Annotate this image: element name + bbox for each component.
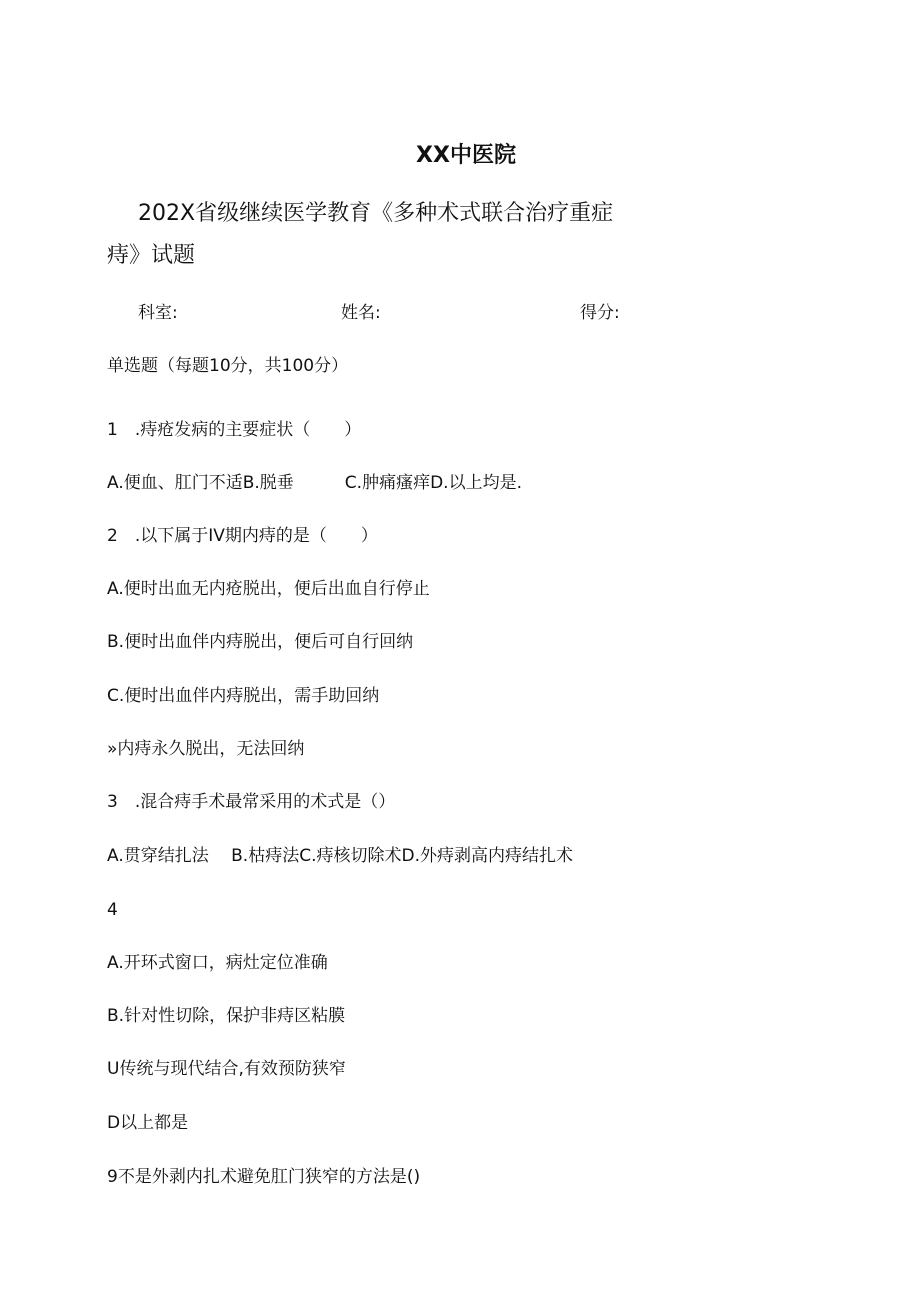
question-2: 2 .以下属于IV期内痔的是（ ）	[107, 526, 378, 546]
question-4-option-c: U传统与现代结合,有效预防狭窄	[107, 1059, 346, 1079]
question-1: 1 .痔疮发病的主要症状（ ）	[107, 420, 362, 440]
hospital-name: XX中医院	[416, 143, 516, 168]
section-heading: 单选题（每题10分，共100分）	[107, 356, 349, 376]
score-field-label: 得分:	[580, 303, 620, 323]
question-3-options: A.贯穿结扎法 B.枯痔法C.痔核切除术D.外痔剥高内痔结扎术	[107, 846, 573, 866]
exam-title-line-2: 痔》试题	[107, 243, 196, 268]
question-2-option-a: A.便时出血无内疮脱出，便后出血自行停止	[107, 579, 430, 599]
question-5: 9不是外剥内扎术避免肛门狭窄的方法是()	[107, 1167, 421, 1187]
exam-title-line-1: 202X省级继续医学教育《多种术式联合治疗重症	[138, 201, 614, 226]
question-3: 3 .混合痔手术最常采用的术式是（）	[107, 792, 396, 812]
question-4: 4	[107, 900, 118, 920]
question-4-option-a: A.开环式窗口，病灶定位准确	[107, 953, 328, 973]
question-4-option-d: D以上都是	[107, 1113, 189, 1133]
question-2-option-c: C.便时出血伴内痔脱出，需手助回纳	[107, 686, 380, 706]
question-2-option-d: »内痔永久脱出，无法回纳	[107, 739, 305, 759]
question-1-options: A.便血、肛门不适B.脱垂 C.肿痛瘙痒D.以上均是.	[107, 473, 522, 493]
department-field-label: 科室:	[138, 303, 178, 323]
question-4-option-b: B.针对性切除，保护非痔区粘膜	[107, 1006, 346, 1026]
question-2-option-b: B.便时出血伴内痔脱出，便后可自行回纳	[107, 632, 414, 652]
name-field-label: 姓名:	[341, 303, 381, 323]
